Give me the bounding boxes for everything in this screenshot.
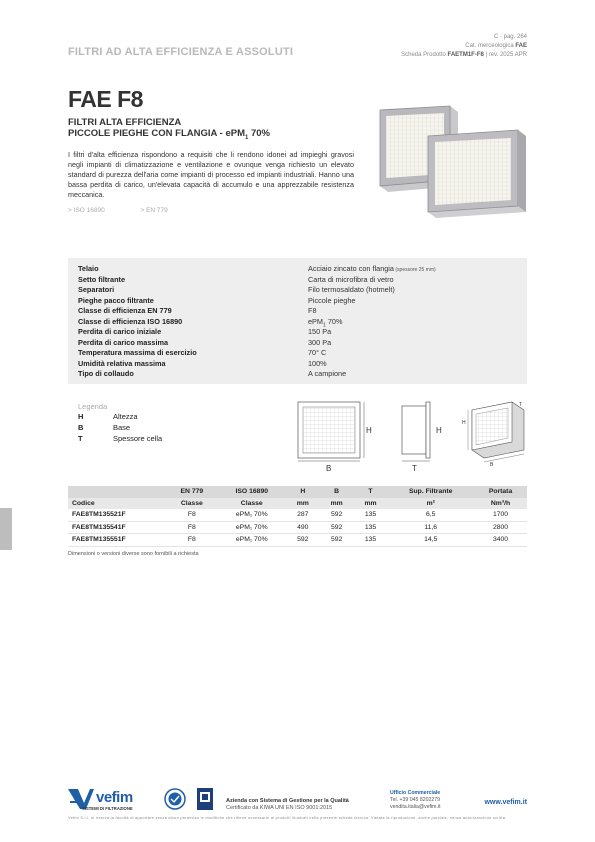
spec-value-subscript: 1 — [323, 321, 326, 328]
table-header-cell: Classe — [166, 498, 218, 510]
table-cell: F8 — [166, 534, 218, 547]
table-header-cell: mm — [320, 498, 354, 510]
table-cell: 11,6 — [387, 521, 474, 534]
table-cell: 592 — [320, 534, 354, 547]
website-link[interactable]: www.vefim.it — [484, 799, 527, 806]
table-header-cell: EN 779 — [166, 486, 218, 498]
table-cell: F8 — [166, 521, 218, 534]
dim-label-b: B — [326, 464, 332, 473]
table-cell: 3400 — [474, 534, 527, 547]
spec-value: 150 Pa — [308, 327, 332, 336]
table-row — [68, 534, 527, 547]
category-line — [401, 42, 527, 51]
table-header-cell: mm — [286, 498, 320, 510]
tag-en[interactable]: > EN 779 — [140, 207, 168, 214]
spec-value: Filo termosaldato (hotmelt) — [308, 285, 395, 294]
subtitle-subscript: 1 — [245, 134, 249, 141]
table-header-cell — [68, 486, 166, 498]
table-cell: 490 — [286, 521, 320, 534]
dim-label-t: T — [412, 464, 417, 473]
spec-value: F8 — [308, 306, 317, 315]
spec-value — [308, 264, 436, 275]
product-photo — [358, 100, 528, 222]
spec-label: Pieghe pacco filtrante — [78, 295, 154, 305]
product-title: FAE F8 — [68, 86, 143, 112]
spec-note: (spessore 25 mm) — [394, 267, 436, 273]
subtitle-line-2 — [68, 128, 270, 144]
table-cell: F8 — [166, 509, 218, 521]
legend-value: Altezza — [113, 412, 138, 421]
brand-name: vefim — [96, 789, 133, 806]
table-header-cell: ISO 16890 — [218, 486, 286, 498]
legend-key: T — [78, 434, 83, 443]
table-subheader-row — [68, 498, 527, 510]
standard-tags — [68, 207, 202, 214]
spec-label: Telaio — [78, 264, 99, 273]
table-cell: ePM₁ 70% — [218, 534, 286, 547]
spec-value: 300 Pa — [308, 337, 332, 347]
spec-value: 70° C — [308, 348, 327, 357]
spec-value: Piccole pieghe — [308, 295, 356, 305]
product-code: FAE8TM135521F — [68, 509, 166, 521]
table-cell: 2800 — [474, 521, 527, 534]
product-code: FAE8TM135541F — [68, 521, 166, 534]
dim-label-t-iso: T — [519, 402, 523, 408]
table-header-cell: T — [354, 486, 388, 498]
section-side-tab — [0, 508, 12, 550]
table-header-row — [68, 486, 527, 498]
spec-table — [68, 258, 527, 384]
table-header-cell: Codice — [68, 498, 166, 510]
spec-value-text: ePM — [308, 316, 324, 326]
sheet-code: FAETM1F-F8 — [447, 52, 484, 58]
subtitle-line-2-tail: 70% — [248, 128, 270, 139]
dim-label-h: H — [366, 426, 372, 435]
spec-value-text: Acciaio zincato con flangia — [308, 264, 394, 273]
certification-badge-icon — [196, 787, 214, 811]
table-header-cell: B — [320, 486, 354, 498]
contact-email[interactable]: vendita.italia@vefim.it — [390, 804, 441, 810]
spec-label: Perdita di carico massima — [78, 337, 169, 347]
table-header-cell: Sup. Filtrante — [387, 486, 474, 498]
revision: | rev. 2025 APR — [485, 52, 527, 58]
table-header-cell: H — [286, 486, 320, 498]
legend-value: Base — [113, 423, 131, 432]
table-cell: 592 — [286, 534, 320, 547]
table-header-cell: Nm³/h — [474, 498, 527, 510]
spec-label: Separatori — [78, 285, 115, 294]
table-cell: 6,5 — [387, 509, 474, 521]
table-cell: 14,5 — [387, 534, 474, 547]
dim-label-h-side: H — [436, 426, 442, 435]
table-row — [68, 521, 527, 534]
vefim-logo — [68, 787, 154, 811]
cert-title: Azienda con Sistema di Gestione per la Qualità — [226, 798, 349, 804]
legend-title: Legenda — [78, 402, 108, 411]
table-cell: ePM₁ 70% — [218, 509, 286, 521]
table-cell: ePM₁ 70% — [218, 521, 286, 534]
technical-drawings — [290, 396, 530, 474]
table-cell: 592 — [320, 521, 354, 534]
side-view-drawing — [402, 402, 442, 473]
isometric-drawing — [462, 402, 524, 468]
legend-key: H — [78, 412, 84, 421]
page-meta — [401, 33, 527, 60]
page-number: C · pag. 264 — [493, 34, 527, 40]
spec-label: Classe di efficienza EN 779 — [78, 306, 172, 315]
contact-title: Ufficio Commerciale — [390, 790, 441, 796]
product-description: I filtri d'alta efficienza rispondono a requisiti che li rendono idonei ad impieghi gravosi negli impianti di climatizzazione e ventilazione e ovunque venga richiesto un elevato standard di purezza dell'aria come impianti di processo ed impianti industriali. Hanno una bassa perdita di carico, un'elevata capacità di accumulo e una apprezzabile resistenza meccanica. — [68, 150, 354, 199]
table-header-cell: mm — [354, 498, 388, 510]
contact-block — [390, 790, 441, 811]
category-label: Cat. merceologica — [465, 43, 514, 49]
subtitle-line-2-text: PICCOLE PIEGHE CON FLANGIA - ePM — [68, 128, 245, 139]
sheet-label: Scheda Prodotto — [401, 52, 446, 58]
cert-detail: Certificato da KIWA UNI EN ISO 9001:2015 — [226, 805, 333, 811]
product-subtitle — [68, 117, 270, 144]
tag-iso[interactable]: > ISO 16890 — [68, 207, 105, 214]
legend-key: B — [78, 423, 84, 432]
dim-label-h-iso: H — [462, 420, 466, 426]
table-header-cell: Portata — [474, 486, 527, 498]
table-cell: 135 — [354, 509, 388, 521]
spec-value: 100% — [308, 358, 327, 368]
certification-text — [226, 798, 349, 812]
table-cell: 135 — [354, 521, 388, 534]
spec-value: Carta di microfibra di vetro — [308, 274, 394, 284]
subtitle-line-1: FILTRI ALTA EFFICIENZA — [68, 117, 182, 128]
front-view-drawing — [298, 402, 372, 473]
table-row — [68, 509, 527, 521]
legend-value: Spessore cella — [113, 434, 163, 443]
table-cell: 592 — [320, 509, 354, 521]
quality-seal-icon — [164, 787, 186, 811]
product-table — [68, 486, 527, 547]
spec-value-tail: 70% — [325, 316, 343, 326]
product-code: FAE8TM135551F — [68, 534, 166, 547]
category-value: FAE — [515, 43, 527, 49]
section-title: FILTRI AD ALTA EFFICIENZA E ASSOLUTI — [68, 46, 294, 58]
table-header-cell: Classe — [218, 498, 286, 510]
sheet-line — [401, 51, 527, 60]
spec-label: Temperatura massima di esercizio — [78, 348, 197, 357]
spec-label: Umidità relativa massima — [78, 358, 166, 368]
spec-label: Setto filtrante — [78, 274, 126, 284]
table-cell: 135 — [354, 534, 388, 547]
dim-label-b-iso: B — [490, 462, 494, 468]
legal-disclaimer: Vefim S.r.l. si riserva la facoltà di apportare senza alcun preavviso le modifiche che ritiene necessarie ai prodotti illustrati nella presente scheda tecnica. Vietata la riproduzione, anche parziale, senza autorizzazione scritta. — [68, 816, 507, 820]
table-cell: 287 — [286, 509, 320, 521]
spec-label: Perdita di carico iniziale — [78, 327, 162, 336]
table-header-cell: m² — [387, 498, 474, 510]
table-note: Dimensioni o versioni diverse sono fornibili a richiesta — [68, 551, 199, 557]
brand-tagline: SISTEMI DI FILTRAZIONE — [82, 806, 133, 811]
contact-phone[interactable]: Tel. +39 045 8202279 — [390, 797, 441, 803]
spec-label: Tipo di collaudo — [78, 369, 134, 378]
table-cell: 1700 — [474, 509, 527, 521]
spec-value: A campione — [308, 369, 347, 378]
spec-label: Classe di efficienza ISO 16890 — [78, 316, 183, 326]
